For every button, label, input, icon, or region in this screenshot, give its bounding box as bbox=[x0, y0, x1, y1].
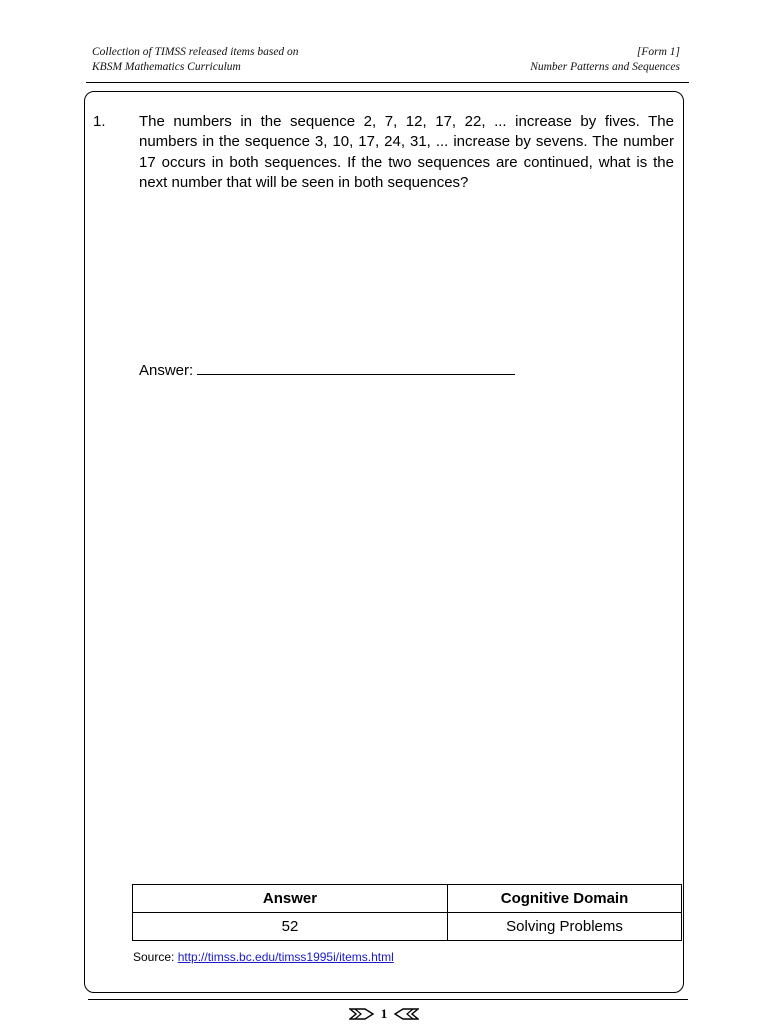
answer-field bbox=[139, 358, 515, 381]
answer-key-table bbox=[132, 884, 682, 941]
answer-column-header: Answer bbox=[133, 885, 448, 913]
footer-divider bbox=[88, 999, 688, 1000]
header-topic: Number Patterns and Sequences bbox=[530, 61, 680, 73]
answer-value: 52 bbox=[133, 913, 448, 941]
source-label: Source: bbox=[133, 950, 175, 964]
header-curriculum: KBSM Mathematics Curriculum bbox=[92, 61, 241, 73]
answer-blank-line[interactable] bbox=[197, 358, 515, 375]
cognitive-domain-value: Solving Problems bbox=[448, 913, 682, 941]
header-form: [Form 1] bbox=[636, 46, 680, 58]
header-collection-title: Collection of TIMSS released items based on bbox=[92, 46, 299, 58]
answer-label: Answer: bbox=[139, 362, 194, 379]
source-link[interactable]: http://timss.bc.edu/timss1995i/items.html bbox=[177, 950, 394, 964]
page-footer bbox=[344, 1005, 424, 1023]
right-chevron-ornament-icon bbox=[349, 1007, 375, 1021]
source-citation bbox=[133, 949, 394, 965]
header-right bbox=[530, 45, 680, 75]
question-text: The numbers in the sequence 2, 7, 12, 17, 22, ... increase by fives. The numbers in the sequence 3, 10, 17, 24, 31, ... increase by sevens. The number 17 occurs in both sequences. If the two sequences are continued, what is the next number that will be seen in both sequences? bbox=[139, 113, 674, 191]
table-row bbox=[133, 913, 682, 941]
page-number: 1 bbox=[380, 1006, 388, 1021]
cognitive-domain-column-header: Cognitive Domain bbox=[448, 885, 682, 913]
question-frame bbox=[84, 91, 684, 993]
table-header-row bbox=[133, 885, 682, 913]
left-chevron-ornament-icon bbox=[393, 1007, 419, 1021]
header-left bbox=[92, 45, 299, 75]
header-divider bbox=[86, 82, 689, 83]
question-number: 1. bbox=[93, 113, 106, 130]
